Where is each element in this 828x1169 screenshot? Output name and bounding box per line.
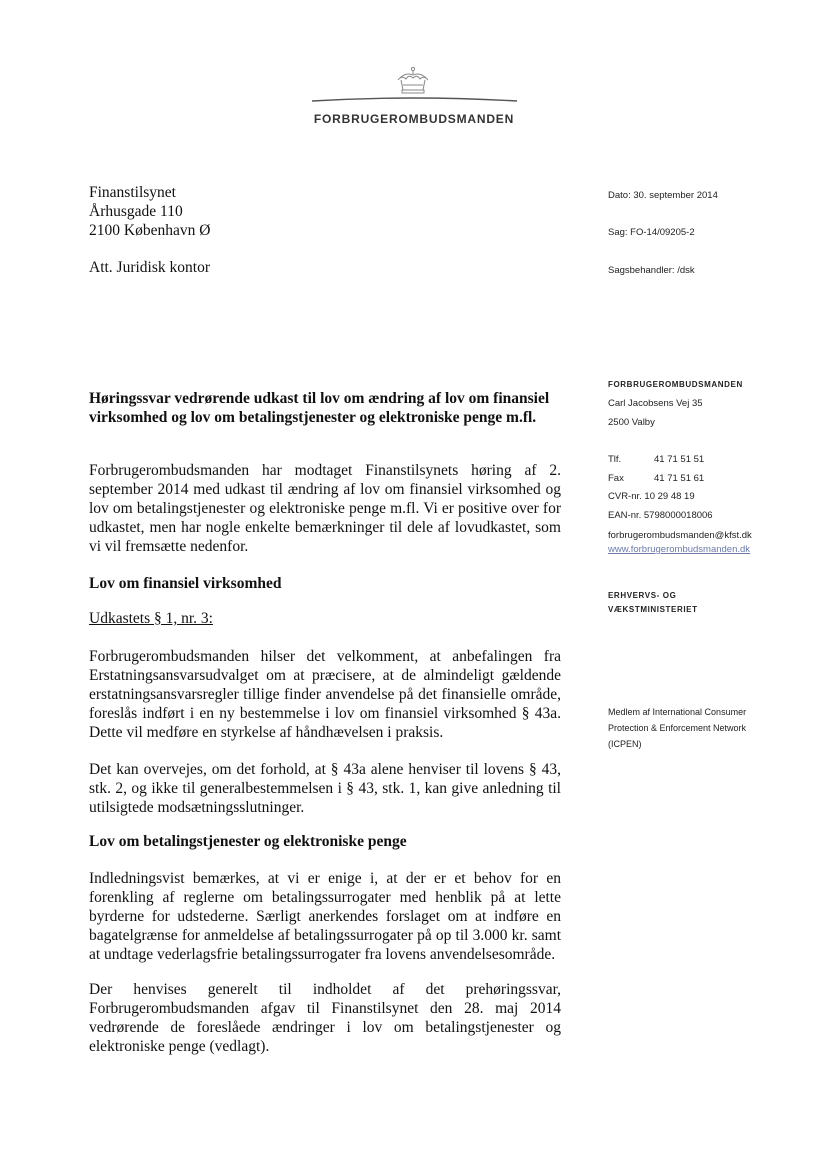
- recipient-attention: Att. Juridisk kontor: [89, 259, 210, 276]
- section2-paragraph-1: Indledningsvist bemærkes, at vi er enige i, at der er et behov for en forenkling af reglerne om betalingssurrogater med henblik på at lette byrderne for udstederne. Særligt anerkendes forslaget om at indføre en bagatelgrænse for anmeldelse af betalingssurrogater på op til 3.000 kr. samt at undtage vederlagsfrie betalingssurrogater fra lovens anvendelsesområde.: [89, 870, 561, 963]
- sender-email: forbrugerombudsmanden@kfst.dk: [608, 530, 752, 541]
- letter-title: Høringssvar vedrørende udkast til lov om ændring af lov om finansiel virksomhed og lov om betalingstjenester og elektroniske penge m.fl.: [89, 390, 550, 426]
- recipient-line-2: Århusgade 110: [89, 203, 183, 220]
- section2-paragraph-2: Der henvises generelt til indholdet af det prehøringssvar, Forbrugerombudsmanden afgav til Finanstilsynet den 28. maj 2014 vedrørende de foreslåede ændringer i lov om betalingstjenester og elektroniske penge (vedlagt).: [89, 981, 561, 1055]
- sender-city: 2500 Valby: [608, 417, 655, 428]
- section1-paragraph-1: Forbrugerombudsmanden hilser det velkomment, at anbefalingen fra Erstatningsansvarsudvalget om at præcisere, at de almindeligt gældende erstatningsansvarsregler tillige finder anvendelse på det finansielle område, foreslås indført i en ny bestemmelse i lov om finansiel virksomhed § 43a. Dette vil medføre en styrkelse af håndhævelsen i praksis.: [89, 648, 561, 741]
- intro-paragraph: Forbrugerombudsmanden har modtaget Finanstilsynets høring af 2. september 2014 med udkast til ændring af lov om finansiel virksomhed og lov om betalingstjenester og elektroniske penge m.fl. Vi er positive over for udkastet, men har nogle enkelte bemærkninger til dele af lovudkastet, som vi vil fremsætte nedenfor.: [89, 462, 561, 555]
- fax-value: 41 71 51 61: [654, 473, 705, 484]
- membership-line-1: Medlem af International Consumer: [608, 707, 747, 717]
- letterhead-divider: [312, 92, 517, 106]
- sender-phone: [608, 453, 704, 466]
- membership-line-3: (ICPEN): [608, 739, 642, 749]
- case-handler: Sagsbehandler: /dsk: [608, 265, 695, 276]
- sender-website-link[interactable]: www.forbrugerombudsmanden.dk: [608, 544, 751, 555]
- phone-value: 41 71 51 51: [654, 454, 705, 465]
- ministry-line-1: ERHVERVS- OG: [608, 591, 677, 600]
- sender-name: FORBRUGEROMBUDSMANDEN: [608, 380, 743, 389]
- recipient-line-1: Finanstilsynet: [89, 184, 176, 201]
- phone-label: Tlf.: [608, 454, 622, 465]
- membership-line-2: Protection & Enforcement Network: [608, 723, 747, 733]
- recipient-line-3: 2100 København Ø: [89, 222, 211, 239]
- letterhead-wordmark: FORBRUGEROMBUDSMANDEN: [313, 112, 515, 126]
- fax-label: Fax: [608, 473, 624, 484]
- sender-street: Carl Jacobsens Vej 35: [608, 398, 703, 409]
- sender-cvr: CVR-nr. 10 29 48 19: [608, 491, 695, 502]
- letter-date: Dato: 30. september 2014: [608, 190, 718, 201]
- section1-paragraph-2: Det kan overvejes, om det forhold, at § 43a alene henviser til lovens § 43, stk. 2, og ikke til generalbestemmelsen i § 43, stk. 1, kan give anledning til utilsigtede modsætningsslutninger.: [89, 761, 561, 816]
- sender-fax: [608, 472, 704, 485]
- section-heading-payment: Lov om betalingstjenester og elektroniske penge: [89, 833, 407, 850]
- sender-ean: EAN-nr. 5798000018006: [608, 510, 713, 521]
- ministry-line-2: VÆKSTMINISTERIET: [608, 605, 698, 614]
- case-number: Sag: FO-14/09205-2: [608, 227, 695, 238]
- section-heading-financial: Lov om finansiel virksomhed: [89, 575, 282, 592]
- section-subheading-draft: Udkastets § 1, nr. 3:: [89, 610, 213, 627]
